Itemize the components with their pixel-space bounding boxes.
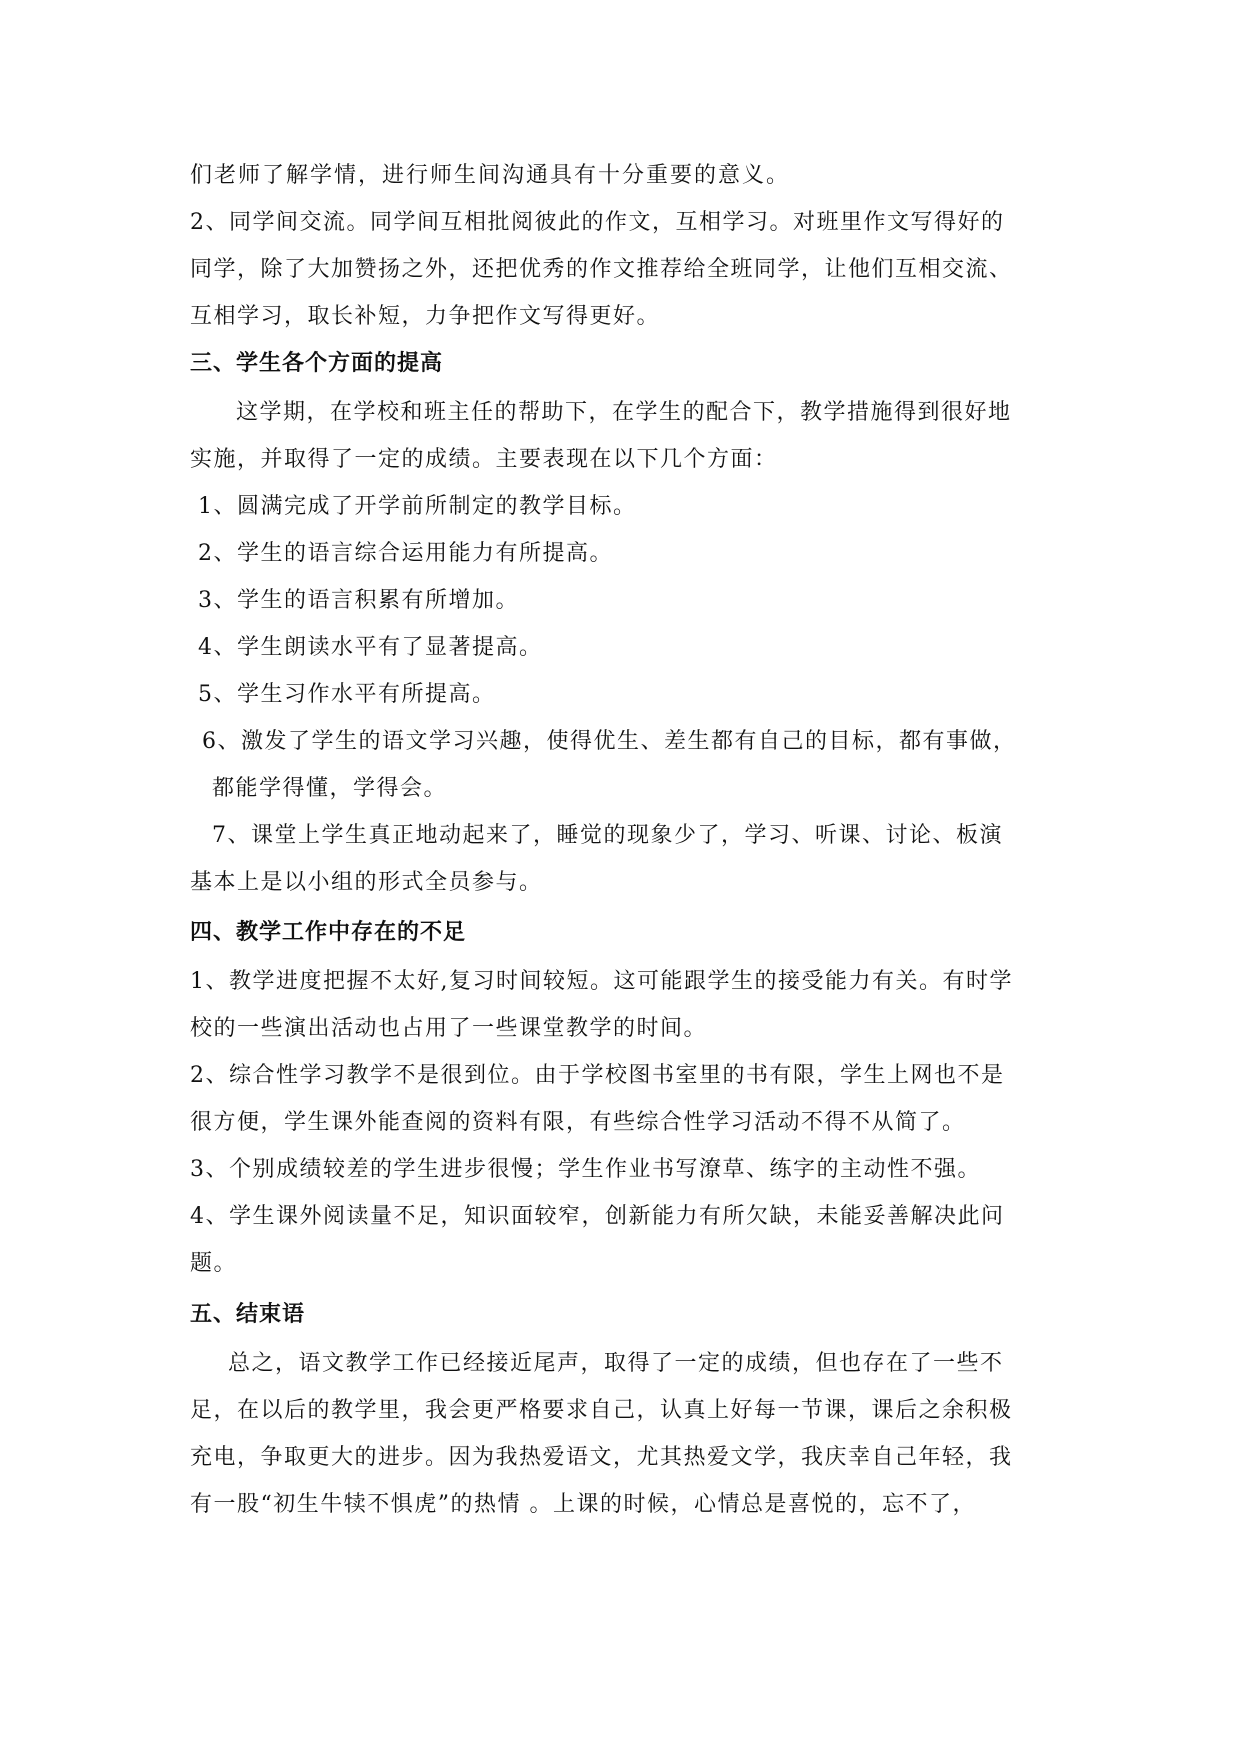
list-item: 5、学生习作水平有所提高。 [198,682,496,707]
text-line: 题。 [190,1251,238,1276]
text-line: 校的一些演出活动也占用了一些课堂教学的时间。 [190,1016,708,1041]
text-line: 充电，争取更大的进步。因为我热爱语文，尤其热爱文学，我庆幸自己年轻，我 [190,1445,1013,1470]
text-line: 这学期，在学校和班主任的帮助下，在学生的配合下，教学措施得到很好地 [236,400,1012,425]
text-line: 1、教学进度把握不太好,复习时间较短。这可能跟学生的接受能力有关。有时学 [190,969,1013,994]
list-item: 3、学生的语言积累有所增加。 [198,588,519,613]
text-line: 互相学习，取长补短，力争把作文写得更好。 [190,304,661,329]
text-line: 2、综合性学习教学不是很到位。由于学校图书室里的书有限，学生上网也不是 [190,1063,1005,1088]
text-line: 们老师了解学情，进行师生间沟通具有十分重要的意义。 [190,163,791,188]
text-line: 4、学生课外阅读量不足，知识面较窄，创新能力有所欠缺，未能妥善解决此问 [190,1204,1005,1229]
list-item: 1、圆满完成了开学前所制定的教学目标。 [198,494,637,519]
text-line: 实施，并取得了一定的成绩。主要表现在以下几个方面： [190,447,778,472]
list-item: 4、学生朗读水平有了显著提高。 [198,635,543,660]
section-heading: 四、教学工作中存在的不足 [190,920,467,945]
text-line: 3、个别成绩较差的学生进步很慢；学生作业书写潦草、练字的主动性不强。 [190,1157,981,1182]
text-line: 基本上是以小组的形式全员参与。 [190,870,543,895]
list-item: 6、激发了学生的语文学习兴趣，使得优生、差生都有自己的目标，都有事做， [202,729,1017,754]
text-line: 足，在以后的教学里，我会更严格要求自己，认真上好每一节课，课后之余积极 [190,1398,1013,1423]
text-line: 总之，语文教学工作已经接近尾声，取得了一定的成绩，但也存在了一些不 [228,1351,1004,1376]
section-heading: 五、结束语 [190,1302,306,1327]
text-line: 很方便，学生课外能查阅的资料有限，有些综合性学习活动不得不从简了。 [190,1110,966,1135]
list-item-continuation: 都能学得懂，学得会。 [212,776,448,801]
section-heading: 三、学生各个方面的提高 [190,351,444,376]
text-line: 2、同学间交流。同学间互相批阅彼此的作文，互相学习。对班里作文写得好的 [190,210,1005,235]
text-line: 有一股“初生牛犊不惧虎”的热情 。上课的时候，心情总是喜悦的，忘不了， [190,1492,976,1517]
list-item: 2、学生的语言综合运用能力有所提高。 [198,541,613,566]
list-item: 7、课堂上学生真正地动起来了，睡觉的现象少了，学习、听课、讨论、板演 [212,823,1003,848]
text-line: 同学，除了大加赞扬之外，还把优秀的作文推荐给全班同学，让他们互相交流、 [190,257,1013,282]
